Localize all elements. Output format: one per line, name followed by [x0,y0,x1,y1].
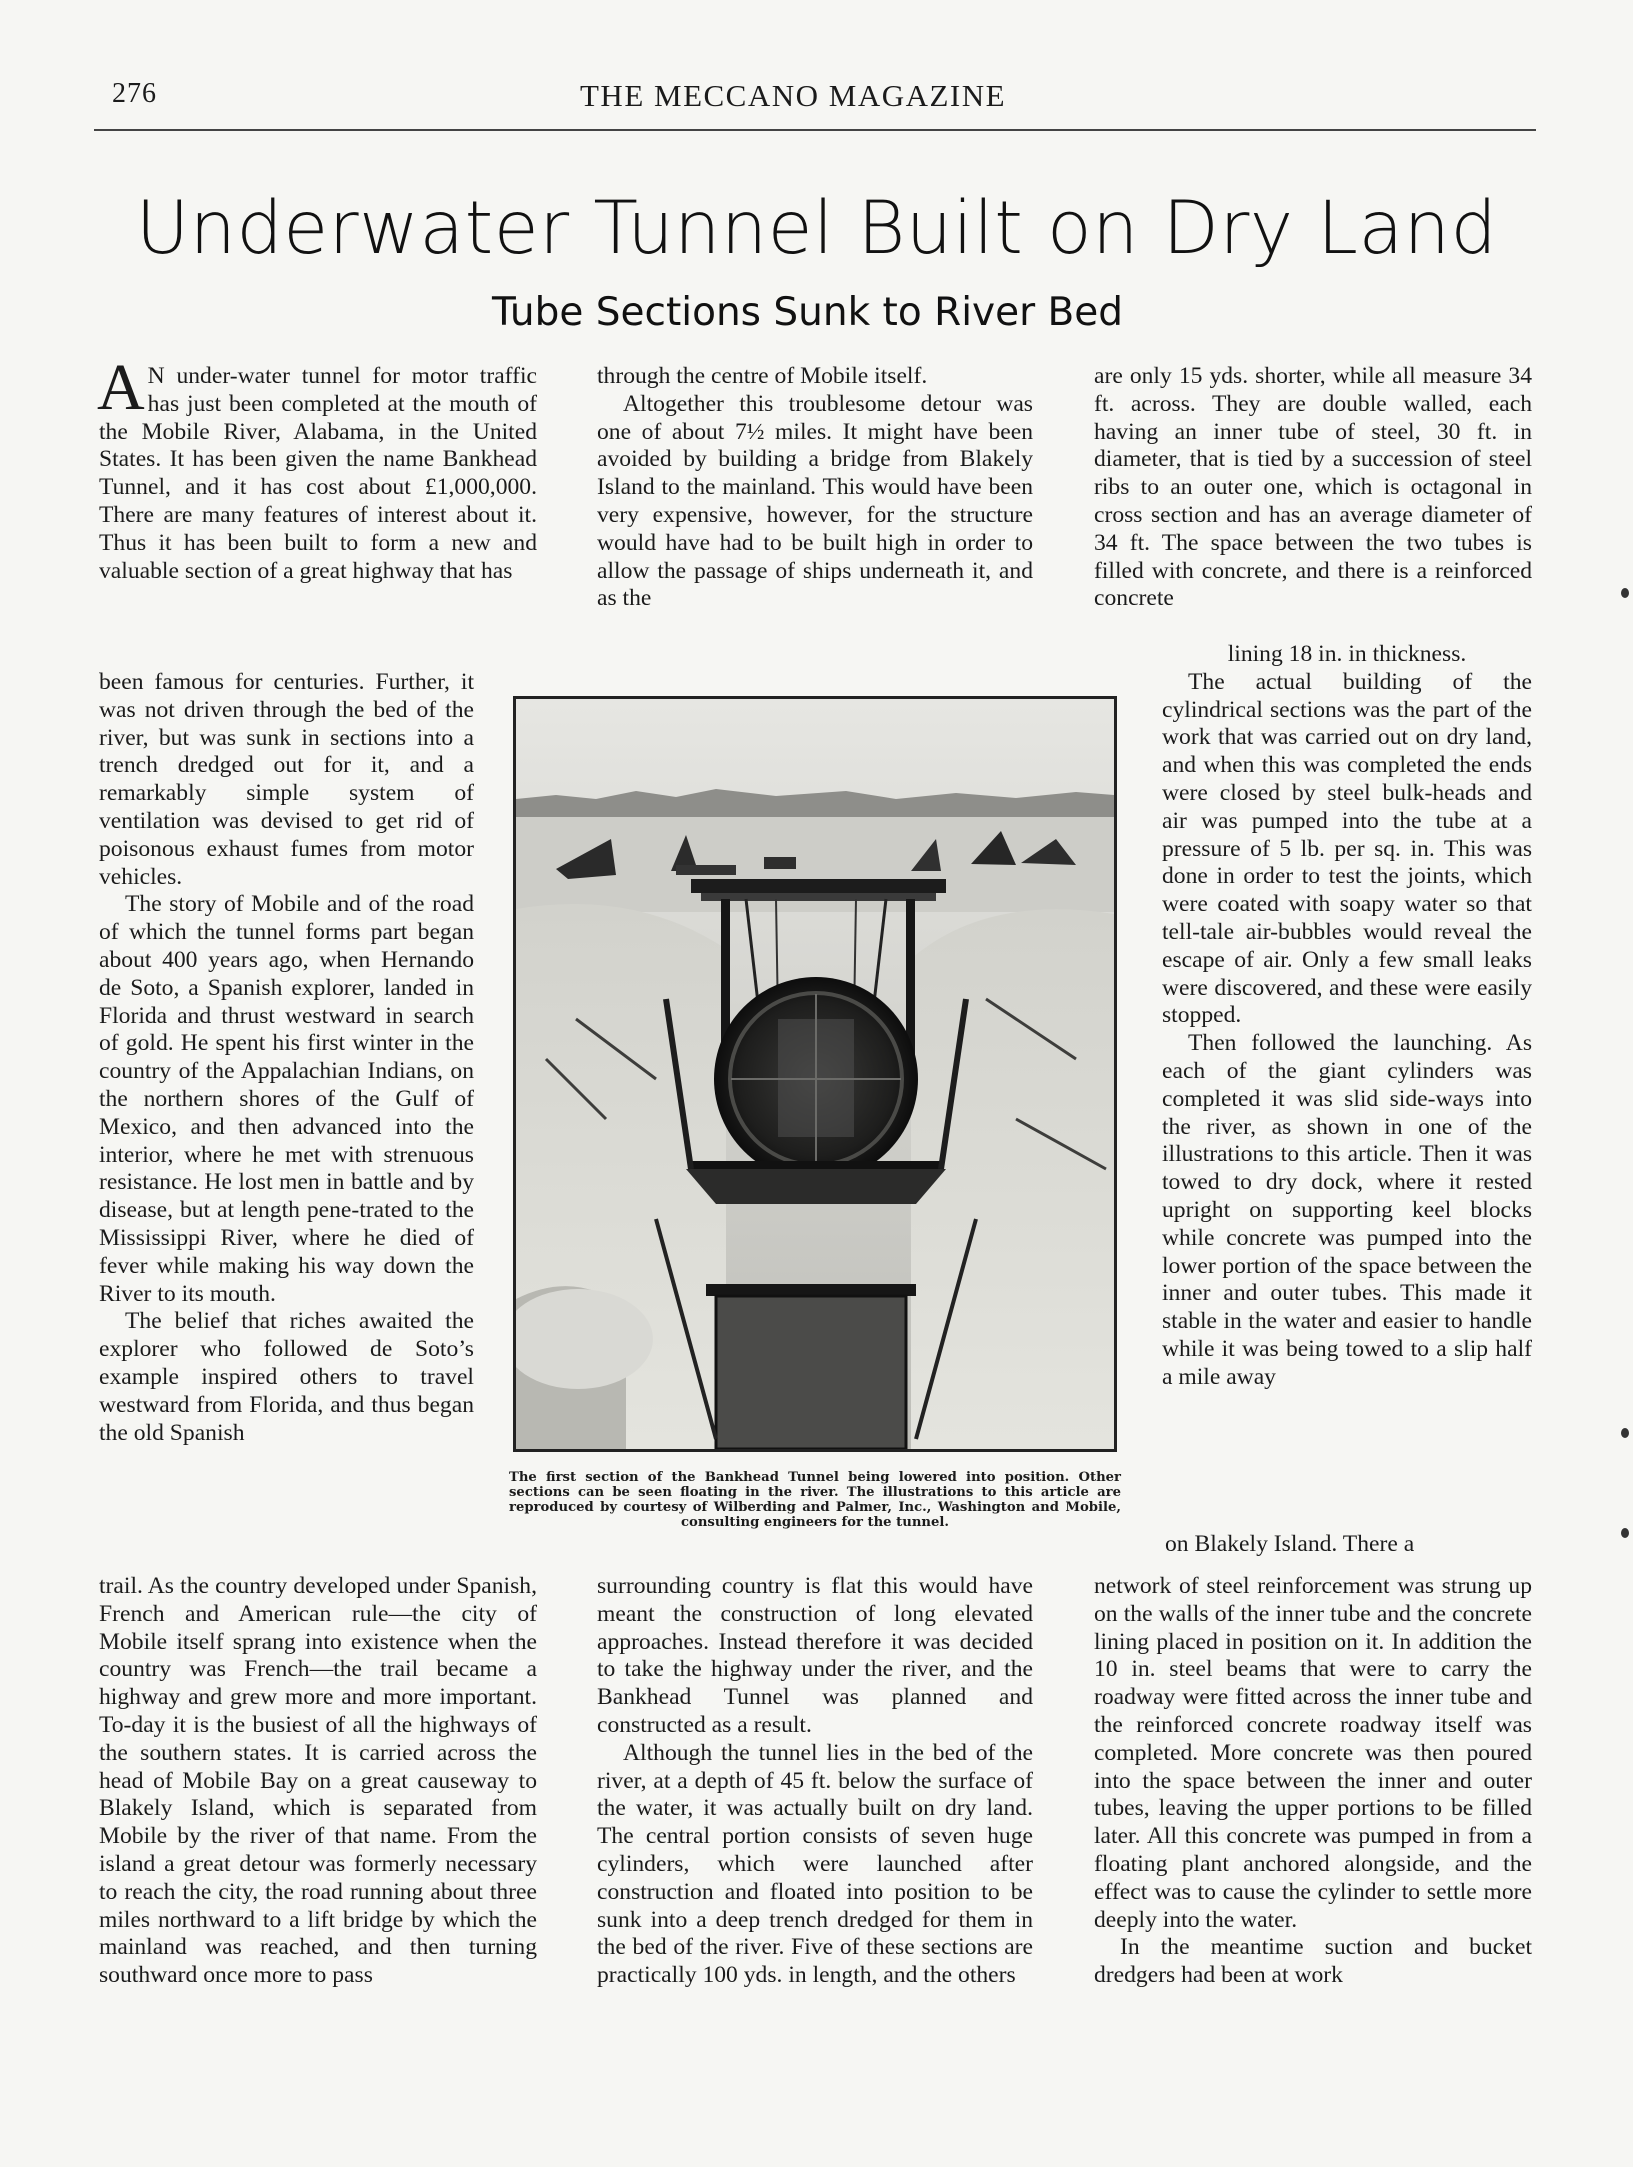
reinforcement-paragraph: network of steel reinforcement was strung up on the walls of the inner tube and the concrete lining placed in position on it. In addition the 10 in. steel beams that were to carry the roadway were fitted across the inner tube and the reinforced concrete roadway itself was completed. More concrete was then poured into the space between the inner and outer tubes, leaving the upper portions to be filled later. All this concrete was pumped in from a floating plant anchored alongside, and the effect was to cause the cylinder to settle more deeply into the water. [1094,1573,1532,1933]
detour-paragraph: Altogether this troublesome detour was one of about 7½ miles. It might have been avoided by building a bridge from Blakely Island to the mainland. This would have been very expensive, however, for the structure would have had to be built high in order to allow the passage of ships underneath it, and as the [597,390,1033,612]
column-3-bottom [1094,1573,1532,1990]
column-1-bottom [99,1573,537,1990]
print-speck [1621,1528,1629,1538]
cylinders-paragraph: are only 15 yds. shorter, while all measure 34 ft. across. They are double walled, each having an inner tube of steel, 30 ft. in diameter, that is tied by a succession of steel ribs to an outer one, which is octagonal in cross section and has an average diameter of 34 ft. The space between the two tubes is filled with concrete, and there is a reinforced concrete [1094,363,1532,612]
spanish-trail-paragraph: The belief that riches awaited the explorer who followed de Soto’s example inspired others to travel westward from Florida, and thus began the old Spanish [99,1308,474,1446]
spanish-trail-paragraph-continued: trail. As the country developed under Spanish, French and American rule—the city of Mobile itself sprang into existence when the country was French—the trail became a highway and grew more and more important. To-day it is the busiest of all the highways of the southern states. It is carried across the head of Mobile Bay on a great causeway to Blakely Island, which is separated from Mobile by the river of that name. From the island a great detour was formerly necessary to reach the city, the road running about three miles northward to a lift bridge by which the mainland was reached, and then turning southward once more to pass [99,1573,537,1989]
construction-paragraph: Although the tunnel lies in the bed of the river, at a depth of 45 ft. below the surface of the water, it was actually built on dry land. The central portion consists of seven huge cylinders, which were launched after construction and floated into position to be sunk into a deep trench dredged for them in the bed of the river. Five of these sections are practically 100 yds. in length, and the others [597,1739,1033,1989]
column-1-beside-photo [99,669,474,1447]
print-speck [1621,1428,1629,1438]
column-2-top [597,363,1033,613]
testing-paragraph: The actual building of the cylindrical sections was the part of the work that was carried out on dry land, and when this was completed the ends were closed by steel bulk-heads and air was pumped into the tube at a pressure of 5 lb. per sq. in. This was done in order to test the joints, which were coated with soapy water so that tell-tale air-bubbles would reveal the escape of air. Only a few small leaks were discovered, and these were easily stopped. [1162,668,1532,1029]
tunnel-section-photo [513,696,1117,1452]
drop-cap: A [97,351,145,424]
detour-paragraph-continued: surrounding country is flat this would have meant the construction of long elevated approaches. Instead therefore it was decided to take the highway under the river, and the Bankhead Tunnel was planned and constructed as a result. [597,1573,1033,1738]
photo-caption: The first section of the Bankhead Tunnel being lowered into position. Other sections can be seen floating in the river. The illustrations to this article are reproduced by courtesy of Wilberding and Palmer, Inc., Washington and Mobile, consulting engineers for the tunnel. [509,1470,1121,1530]
dredging-paragraph: In the meantime suction and bucket dredgers had been at work [1094,1934,1532,1989]
article-subtitle: Tube Sections Sunk to River Bed [492,290,1124,335]
intro-paragraph: N under-water tunnel for motor traffic has just been completed at the mouth of the Mobile River, Alabama, in the United States. It has been given the name Bankhead Tunnel, and it has cost about £1,000,000. There are many features of interest about it. Thus it has been built to form a new and valuable section of a great highway that has [99,363,537,584]
mobile-paragraph: through the centre of Mobile itself. [597,363,928,389]
column-1-top [97,351,537,585]
print-speck [1621,588,1629,598]
article-title: Underwater Tunnel Built on Dry Land [135,186,1498,271]
history-paragraph: The story of Mobile and of the road of which the tunnel forms part began about 400 years ago, when Hernando de Soto, a Spanish explorer, landed in Florida and thrust westward in search of gold. He spent his first winter in the country of the Appalachian Indians, on the northern shores of the Gulf of Mexico, and then advanced into the interior, where he met with strenuous resistance. He lost men in battle and by disease, but at length pene-trated to the Mississippi River, where he died of fever while making his way down the River to its mouth. [99,891,474,1307]
launching-paragraph-tail: on Blakely Island. There a [1165,1531,1415,1557]
cylinders-paragraph-end: lining 18 in. in thickness. [1227,641,1467,667]
intro-paragraph-continued: been famous for centuries. Further, it was not driven through the bed of the river, but was sunk in sections into a trench dredged out for it, and a remarkably simple system of ventilation was devised to get rid of poisonous exhaust fumes from motor vehicles. [99,669,474,890]
tunnel-photo-illustration [516,699,1114,1449]
magazine-name: THE MECCANO MAGAZINE [580,78,1007,113]
column-2-bottom [597,1573,1033,1990]
launching-paragraph: Then followed the launching. As each of the giant cylinders was completed it was slid side-ways into the river, as shown in one of the illustrations to this article. Then it was towed to dry dock, where it rested upright on supporting keel blocks while concrete was pumped into the lower portion of the space between the inner and outer tubes. This made it stable in the water and easier to handle while it was being towed to a slip half a mile away [1162,1030,1532,1390]
column-3-top [1094,363,1532,613]
page-number: 276 [112,78,157,109]
column-3-beside-photo [1162,641,1532,1392]
column-3-caption-side [1155,1531,1532,1559]
header-rule [94,129,1536,131]
